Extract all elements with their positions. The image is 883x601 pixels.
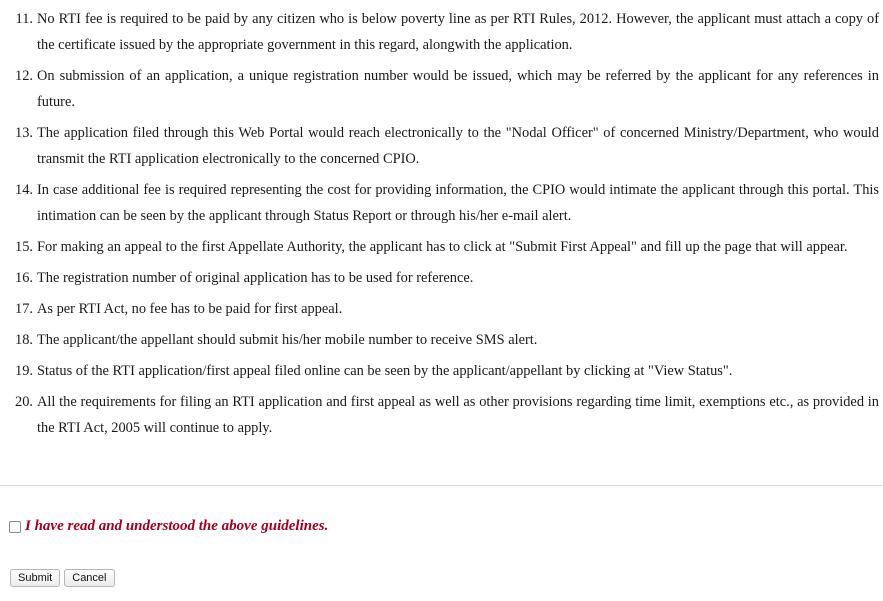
guideline-text: The application filed through this Web Portal would reach electronically to the "Nodal Officer" of concerned Ministry/Department, who would transmit the RTI application electronically to the concerned CPIO. — [37, 125, 879, 167]
guideline-text: As per RTI Act, no fee has to be paid for first appeal. — [37, 301, 343, 317]
section-divider — [0, 485, 883, 486]
guideline-number: 17. — [15, 301, 33, 317]
guideline-item-20 — [0, 389, 883, 441]
guideline-item-12 — [0, 63, 883, 115]
guideline-number: 18. — [15, 332, 33, 348]
guideline-number: 13. — [15, 125, 33, 141]
guideline-item-11 — [0, 6, 883, 58]
guideline-text: Status of the RTI application/first appeal filed online can be seen by the applicant/appellant by clicking at "View Status". — [37, 363, 733, 379]
guideline-item-16 — [0, 265, 883, 291]
guideline-item-17 — [0, 296, 883, 322]
guideline-text: On submission of an application, a unique registration number would be issued, which may be referred by the applicant for any references in future. — [37, 68, 879, 110]
guideline-number: 11. — [15, 11, 33, 27]
guideline-text: All the requirements for filing an RTI application and first appeal as well as other provisions regarding time limit, exemptions etc., as provided in the RTI Act, 2005 will continue to apply. — [37, 394, 879, 436]
guidelines-list — [0, 6, 883, 446]
agree-checkbox[interactable] — [9, 521, 21, 533]
guideline-item-13 — [0, 120, 883, 172]
guideline-item-18 — [0, 327, 883, 353]
guideline-number: 20. — [15, 394, 33, 410]
guideline-text: In case additional fee is required representing the cost for providing information, the CPIO would intimate the applicant through this portal. This intimation can be seen by the applicant through Status Report or through his/her e-mail alert. — [37, 182, 879, 224]
agree-label[interactable]: I have read and understood the above guidelines. — [25, 518, 329, 534]
submit-button[interactable]: Submit — [10, 569, 60, 587]
guideline-text: No RTI fee is required to be paid by any citizen who is below poverty line as per RTI Rules, 2012. However, the applicant must attach a copy of the certificate issued by the appropriate government in this regard, alongwith the application. — [37, 11, 879, 53]
cancel-button[interactable]: Cancel — [64, 569, 114, 587]
guideline-item-14 — [0, 177, 883, 229]
guideline-number: 14. — [15, 182, 33, 198]
guideline-text: The registration number of original application has to be used for reference. — [37, 270, 474, 286]
guideline-number: 16. — [15, 270, 33, 286]
guideline-number: 15. — [15, 239, 33, 255]
guideline-item-15 — [0, 234, 883, 260]
guideline-text: The applicant/the appellant should submit his/her mobile number to receive SMS alert. — [37, 332, 538, 348]
agreement-row — [9, 518, 328, 535]
guideline-number: 19. — [15, 363, 33, 379]
guideline-text: For making an appeal to the first Appellate Authority, the applicant has to click at "Submit First Appeal" and fill up the page that will appear. — [37, 239, 848, 255]
guideline-number: 12. — [15, 68, 33, 84]
guideline-item-19 — [0, 358, 883, 384]
form-buttons — [10, 569, 119, 587]
